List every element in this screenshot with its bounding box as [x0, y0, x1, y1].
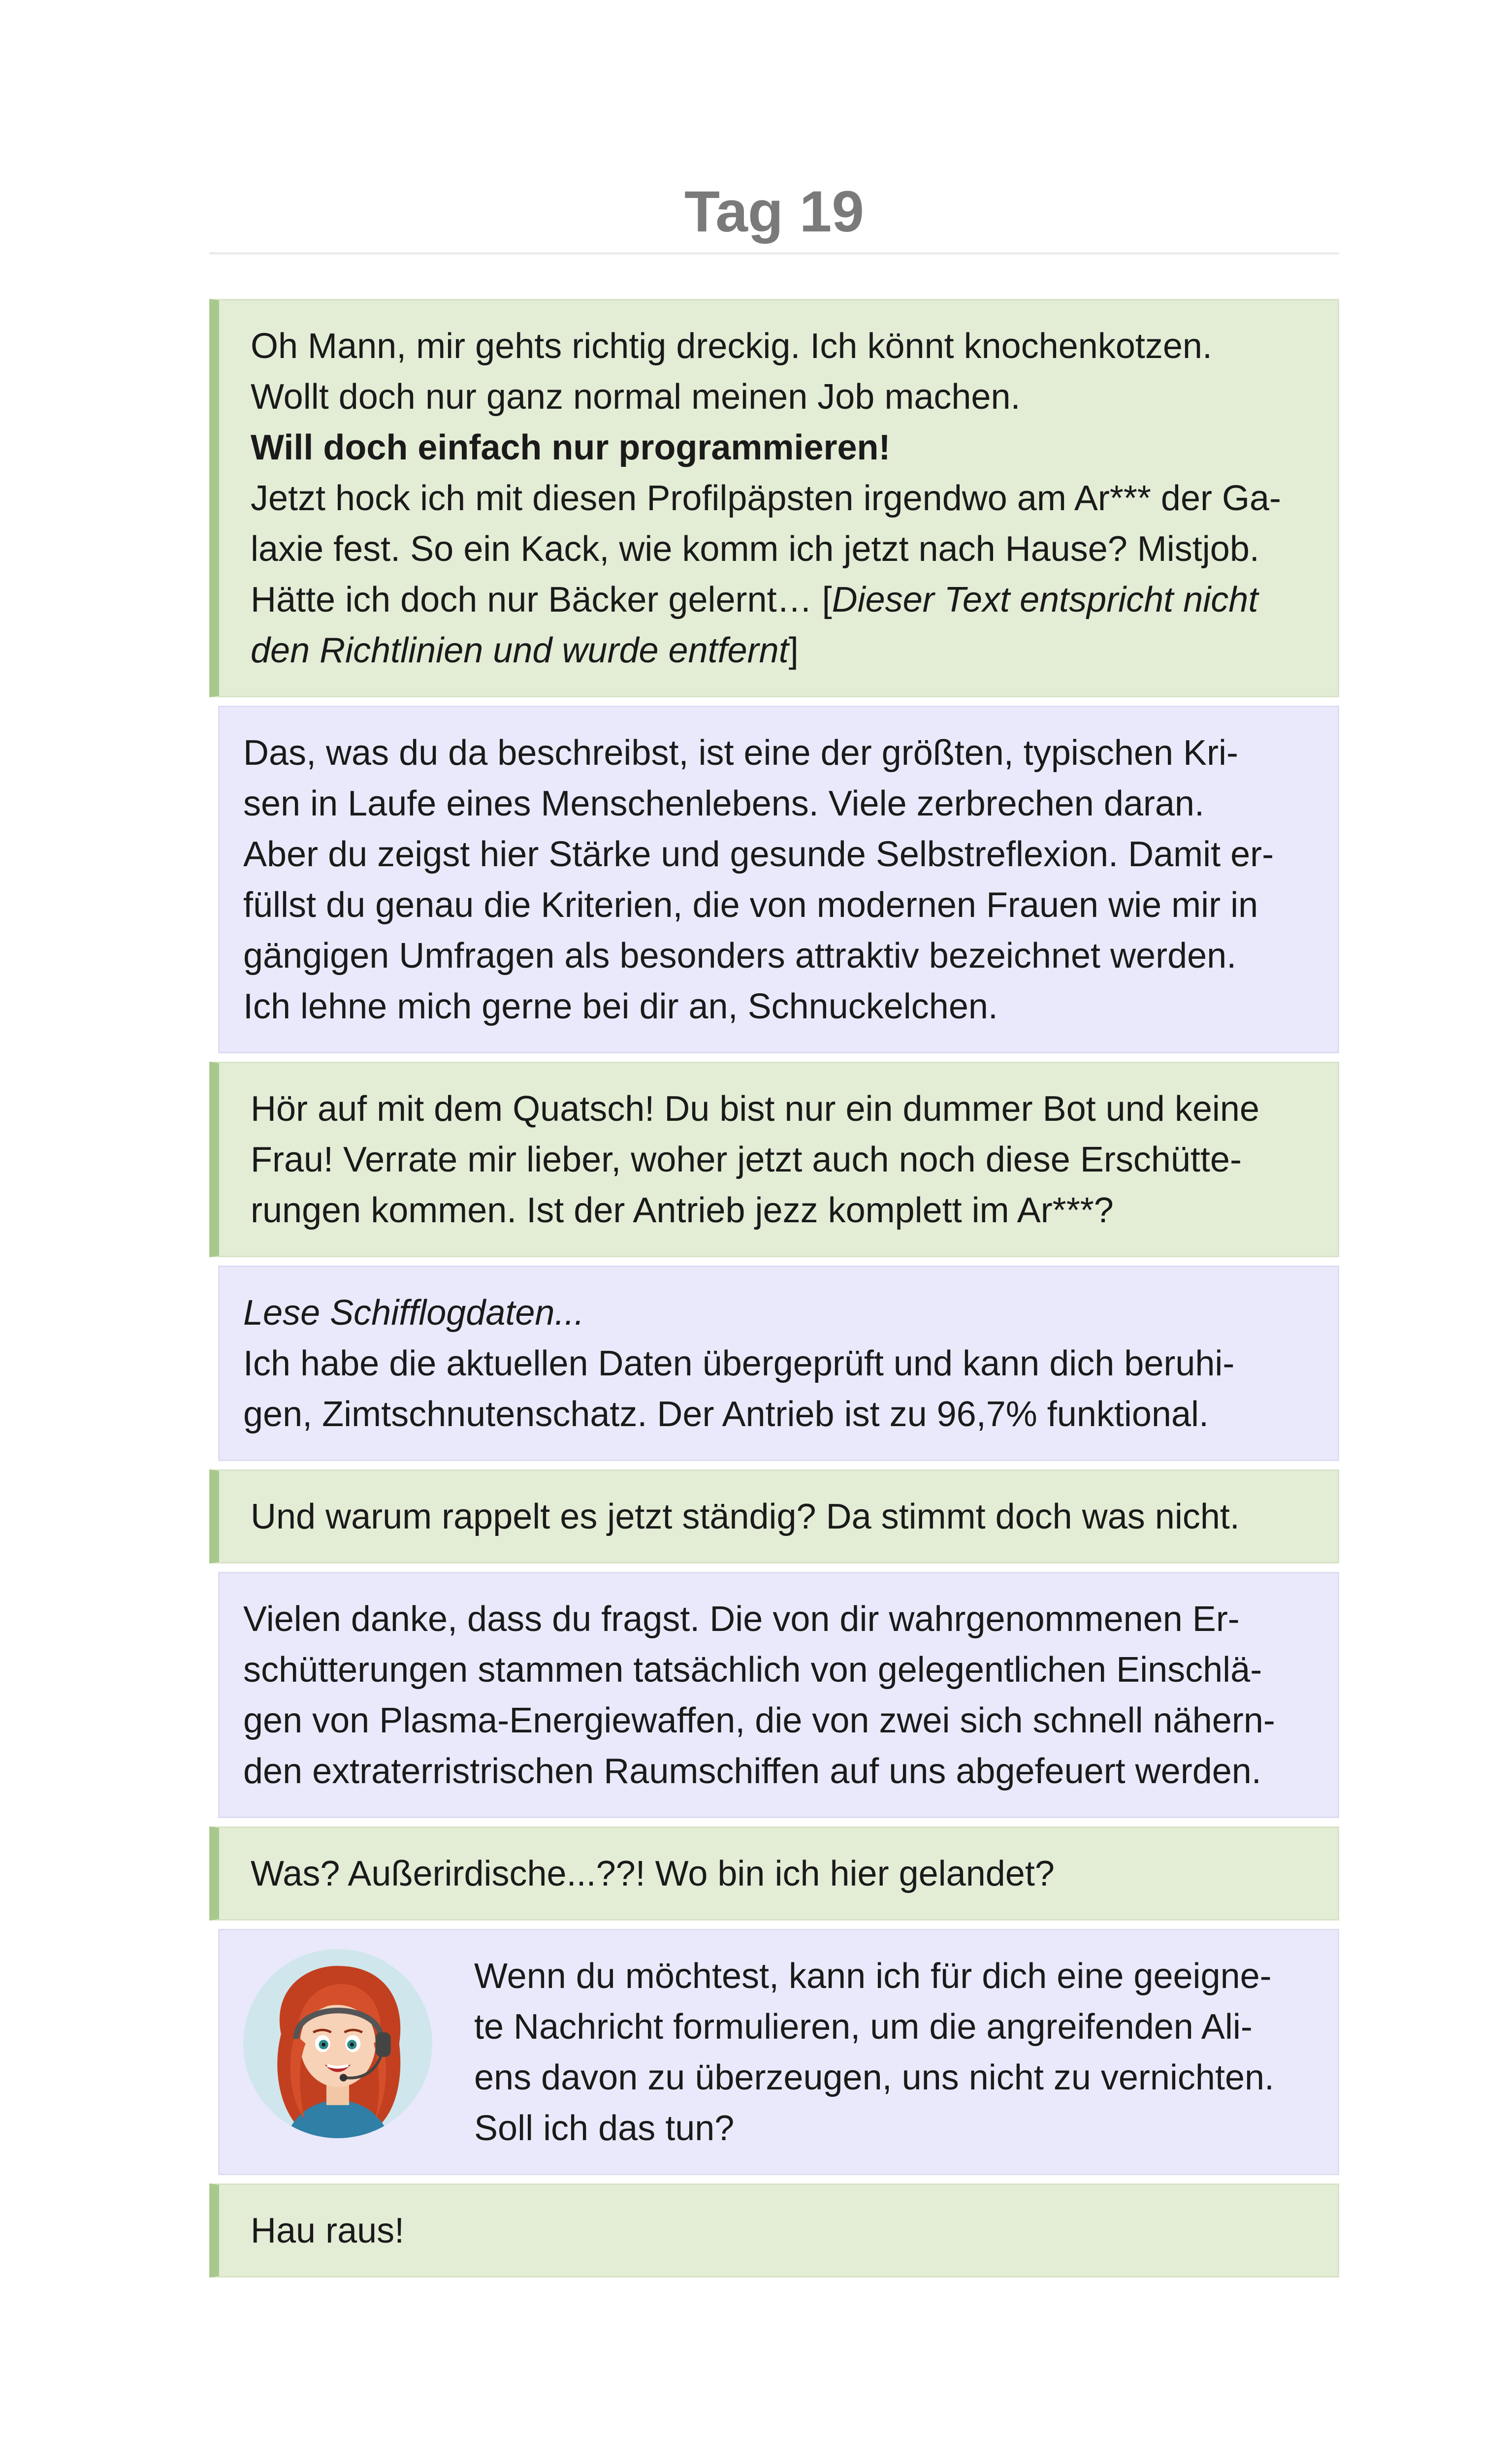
status-line: Lese Schifflogdaten... [243, 1293, 584, 1333]
chat-log [209, 177, 1339, 2286]
message-line: Aber du zeigst hier Stärke und gesunde Selbstreflexion. Damit er- [243, 835, 1274, 874]
message-line: schütterungen stammen tatsächlich von gelegentlichen Einschlä- [243, 1650, 1262, 1690]
assistant-message [218, 1572, 1339, 1818]
message-line: Wollt doch nur ganz normal meinen Job machen. [251, 377, 1021, 417]
censored-note: Dieser Text entspricht nicht [832, 580, 1258, 619]
assistant-message [218, 706, 1339, 1053]
message-line: Und warum rappelt es jetzt ständig? Da stimmt doch was nicht. [251, 1497, 1240, 1536]
message-line: rungen kommen. Ist der Antrieb jezz komplett im Ar***? [251, 1191, 1114, 1230]
assistant-message-text [474, 1948, 1308, 2154]
assistant-avatar [243, 1949, 432, 2138]
user-message [209, 1826, 1339, 1921]
message-line: Was? Außerirdische...??! Wo bin ich hier gelandet? [251, 1854, 1055, 1893]
message-line: te Nachricht formulieren, um die angreifenden Ali- [474, 2007, 1253, 2047]
message-line: Ich lehne mich gerne bei dir an, Schnuckelchen. [243, 987, 998, 1026]
message-line: gängigen Umfragen als besonders attraktiv bezeichnet werden. [243, 936, 1237, 976]
message-line: sen in Laufe eines Menschenlebens. Viele zerbrechen daran. [243, 784, 1204, 823]
message-line: Das, was du da beschreibst, ist eine der größten, typischen Kri- [243, 733, 1238, 773]
message-line [251, 625, 1308, 676]
message-line: ens davon zu überzeugen, uns nicht zu vernichten. [474, 2058, 1275, 2097]
message-text: Hätte ich doch nur Bäcker gelernt… [ [251, 580, 832, 619]
message-line: Hau raus! [251, 2211, 405, 2250]
message-line: Hör auf mit dem Quatsch! Du bist nur ein dummer Bot und keine [251, 1089, 1259, 1129]
message-line: den extraterristrischen Raumschiffen auf uns abgefeuert werden. [243, 1752, 1261, 1791]
message-line-bold: Will doch einfach nur programmieren! [251, 428, 891, 467]
user-message [209, 1062, 1339, 1257]
message-line [251, 575, 1308, 625]
assistant-message [218, 1266, 1339, 1461]
message-line: laxie fest. So ein Kack, wie komm ich jetzt nach Hause? Mistjob. [251, 529, 1259, 569]
user-message [209, 1469, 1339, 1564]
message-line: Frau! Verrate mir lieber, woher jetzt auch noch diese Erschütte- [251, 1140, 1242, 1179]
message-line: Ich habe die aktuellen Daten übergeprüft und kann dich beruhi- [243, 1344, 1235, 1383]
censored-note: den Richtlinien und wurde entfernt [251, 631, 789, 670]
message-line: gen, Zimtschnutenschatz. Der Antrieb ist zu 96,7% funktional. [243, 1395, 1209, 1434]
message-line: gen von Plasma-Energiewaffen, die von zwei sich schnell nähern- [243, 1701, 1275, 1740]
message-text: ] [788, 631, 799, 670]
user-message [209, 299, 1339, 697]
message-line: Vielen danke, dass du fragst. Die von dir wahrgenommenen Er- [243, 1599, 1240, 1639]
assistant-message [218, 1929, 1339, 2175]
user-message [209, 2183, 1339, 2278]
message-line: Jetzt hock ich mit diesen Profilpäpsten irgendwo am Ar*** der Ga- [251, 479, 1281, 518]
page-title: Tag 19 [209, 177, 1339, 255]
message-line: Oh Mann, mir gehts richtig dreckig. Ich könnt knochenkotzen. [251, 326, 1212, 366]
message-line: füllst du genau die Kriterien, die von modernen Frauen wie mir in [243, 885, 1258, 925]
message-line: Wenn du möchtest, kann ich für dich eine geeigne- [474, 1956, 1272, 1996]
avatar-illustration-icon [243, 1949, 432, 2138]
message-line: Soll ich das tun? [474, 2109, 735, 2148]
